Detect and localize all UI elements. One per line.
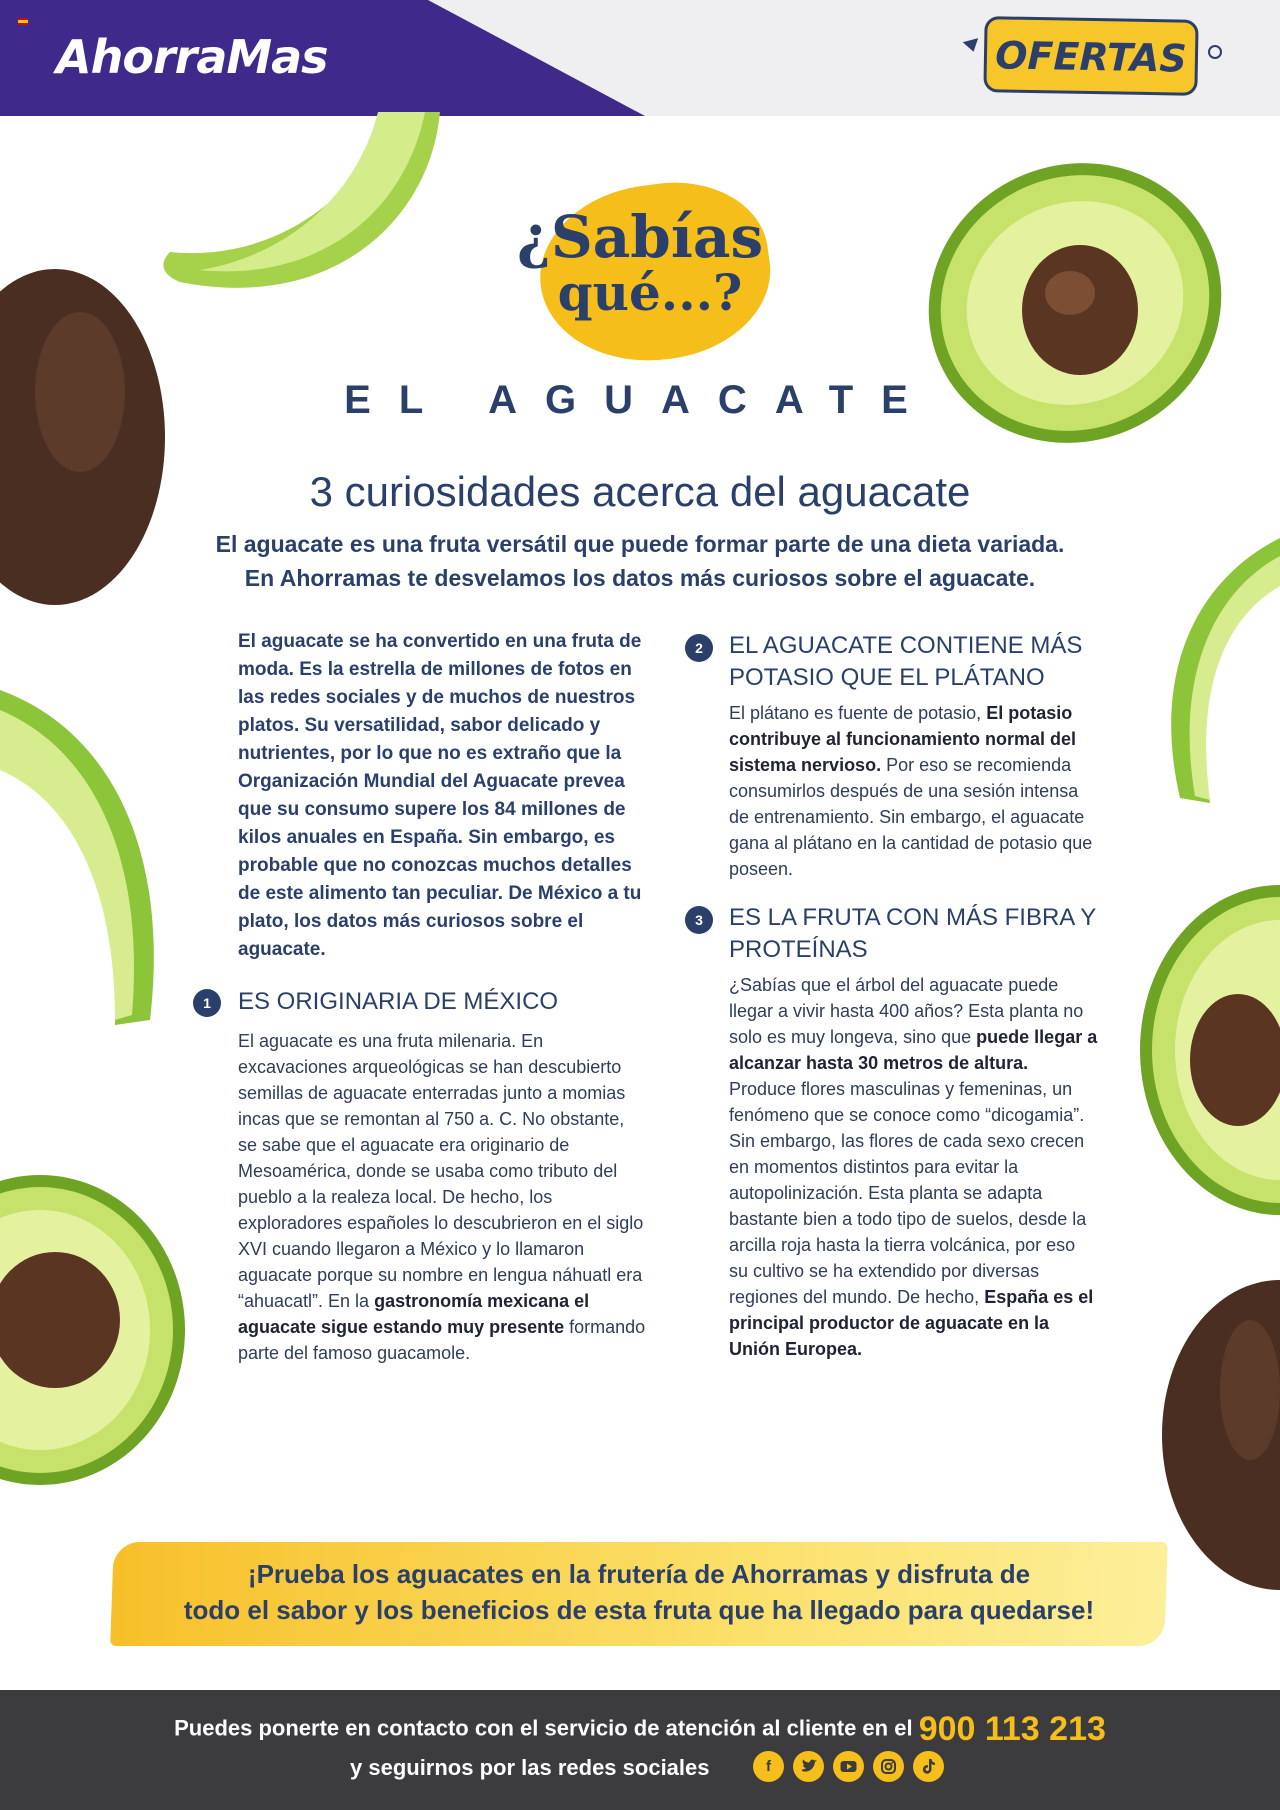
ofertas-label: OFERTAS xyxy=(994,33,1188,81)
section-bold-text: puede llegar a alcanzar hasta 30 metros de altura. xyxy=(729,1027,1098,1073)
footer-social-text: y seguirnos por las redes sociales xyxy=(350,1755,710,1780)
footer xyxy=(0,1690,1280,1810)
youtube-icon[interactable] xyxy=(833,1751,864,1782)
left-column xyxy=(203,628,648,1366)
circle-decoration-icon xyxy=(1208,45,1222,59)
section-title: EL AGUACATE CONTIENE MÁS POTASIO QUE EL PLÁTANO xyxy=(729,632,1083,691)
section-text: El plátano es fuente de potasio, xyxy=(729,703,982,723)
section-text: Produce flores masculinas y femeninas, un fenómeno que se conoce como “dicogamia”. Sin embargo, las flores de cada sexo crecen en momentos distintos para evitar la autopolinización. Esta planta se adapta bastante bien a todo tipo de suelos, desde la arcilla roja hasta la tierra volcánica, por eso su cultivo se ha extendido por diversas regiones del mundo. De hecho, xyxy=(729,1079,1087,1307)
brand-logo[interactable]: AhorraMas xyxy=(56,30,328,84)
instagram-icon[interactable] xyxy=(873,1751,904,1782)
footer-contact-text: Puedes ponerte en contacto con el servicio de atención al cliente en el xyxy=(174,1715,913,1741)
page-kicker: EL AGUACATE xyxy=(344,378,936,422)
footer-phone-link[interactable]: 900 113 213 xyxy=(918,1710,1106,1748)
avocado-half-right-icon xyxy=(1130,880,1280,1220)
avocado-slice-left-icon xyxy=(0,690,170,1030)
section-bold-text: gastronomía mexicana el aguacate sigue estando muy presente xyxy=(238,1291,590,1337)
sabias-que-line2: qué...? xyxy=(557,263,743,322)
section-number-badge: 2 xyxy=(685,634,713,662)
page-title: 3 curiosidades acerca del aguacate xyxy=(309,468,971,515)
right-column xyxy=(695,630,1099,1362)
section-number-badge: 1 xyxy=(193,989,221,1017)
promo-line2: todo el sabor y los beneficios de esta fruta que ha llegado para quedarse! xyxy=(183,1595,1095,1625)
section-3 xyxy=(695,902,1099,1362)
section-number-badge: 3 xyxy=(685,906,713,934)
header xyxy=(0,0,1280,116)
section-2 xyxy=(695,630,1099,882)
sabias-que-logo xyxy=(480,185,800,365)
section-body xyxy=(729,700,1099,882)
page-subtitle xyxy=(0,527,1280,595)
section-text: ¿Sabías que el árbol del aguacate puede llegar a vivir hasta 400 años? Esta planta no solo es muy longeva, sino que xyxy=(729,975,1084,1047)
twitter-icon[interactable] xyxy=(793,1751,824,1782)
ofertas-button[interactable] xyxy=(983,16,1198,96)
footer-contact-line xyxy=(0,1710,1280,1749)
section-body xyxy=(238,1028,648,1366)
promo-banner-text xyxy=(112,1556,1166,1628)
subtitle-line1: El aguacate es una fruta versátil que puede formar parte de una dieta variada. xyxy=(215,531,1065,557)
section-body xyxy=(729,972,1099,1362)
section-text: El aguacate es una fruta milenaria. En excavaciones arqueológicas se han descubierto semillas de aguacate enterradas junto a momias incas que se remontan al 750 a. C. No obstante, se sabe que el aguacate era originario de Mesoamérica, donde se usaba como tributo del pueblo a la realeza local. De hecho, los exploradores españoles lo descubrieron en el siglo XVI cuando llegaron a México y lo llamaron aguacate porque su nombre en lengua náhuatl era “ahuacatl”. En la xyxy=(238,1031,644,1311)
spain-flag-icon xyxy=(18,18,28,25)
promo-line1: ¡Prueba los aguacates en la frutería de Ahorramas y disfruta de xyxy=(247,1559,1031,1589)
section-bold-text: España es el principal productor de aguacate en la Unión Europea. xyxy=(729,1287,1094,1359)
section-bold-text: El potasio contribuye al funcionamiento normal del sistema nervioso. xyxy=(729,703,1077,775)
avocado-slice-top-icon xyxy=(160,112,450,322)
section-text: Por eso se recomienda consumirlos después de una sesión intensa de entrenamiento. Sin embargo, el aguacate gana al plátano en la cantidad de potasio que poseen. xyxy=(729,755,1093,879)
sabias-que-line1: ¿Sabías xyxy=(516,203,764,271)
avocado-half-bottom-left-icon xyxy=(0,1170,190,1490)
section-title: ES ORIGINARIA DE MÉXICO xyxy=(238,988,559,1015)
facebook-icon[interactable]: f xyxy=(753,1751,784,1782)
whole-avocado-bottom-right-icon xyxy=(1150,1280,1280,1590)
section-title: ES LA FRUTA CON MÁS FIBRA Y PROTEÍNAS xyxy=(729,904,1096,963)
section-text: formando parte del famoso guacamole. xyxy=(238,1317,646,1363)
section-1 xyxy=(203,986,648,1366)
tiktok-icon[interactable] xyxy=(913,1751,944,1782)
subtitle-line2: En Ahorramas te desvelamos los datos más curiosos sobre el aguacate. xyxy=(244,565,1036,591)
social-links xyxy=(753,1751,944,1782)
intro-paragraph: El aguacate se ha convertido en una fruta de moda. Es la estrella de millones de fotos en las redes sociales y de muchos de nuestros platos. Su versatilidad, sabor delicado y nutrientes, por lo que no es extraño que la Organización Mundial del Aguacate prevea que su consumo supere los 84 millones de kilos anuales en España. Sin embargo, es probable que no conozcas muchos detalles de este alimento tan peculiar. De México a tu plato, los datos más curiosos sobre el aguacate. xyxy=(238,631,642,960)
